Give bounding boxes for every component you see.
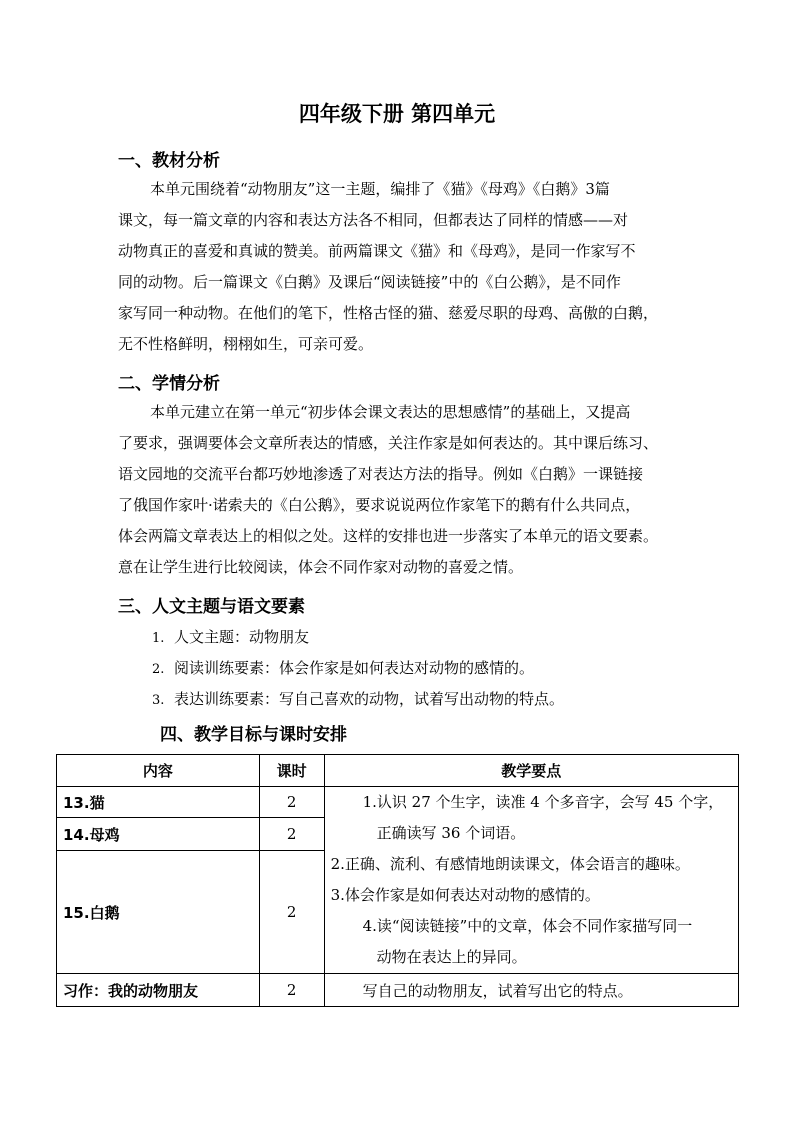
list-text: 阅读训练要素：体会作家是如何表达对动物的感情的。 — [174, 659, 535, 677]
lesson-hours: 2 — [259, 974, 324, 1007]
lesson-name: 15.白鹅 — [57, 851, 260, 974]
column-header-content: 内容 — [57, 755, 260, 787]
writing-key-point: 写自己的动物朋友，试着写出它的特点。 — [324, 974, 738, 1007]
list-number: 1. — [152, 631, 165, 646]
key-point-line: 2.正确、流利、有感情地朗读课文，体会语言的趣味。 — [330, 855, 690, 873]
paragraph-line: 语文园地的交流平台都巧妙地渗透了对表达方法的指导。例如《白鹅》一课链接 — [118, 465, 644, 483]
paragraph-line: 同的动物。后一篇课文《白鹅》及课后“阅读链接”中的《白公鹅》，是不同作 — [118, 273, 621, 291]
teaching-key-points — [324, 787, 738, 974]
paragraph-line: 无不性格鲜明，栩栩如生，可亲可爱。 — [118, 335, 374, 353]
paragraph-line: 动物真正的喜爱和真诚的赞美。前两篇课文《猫》和《母鸡》，是同一作家写不 — [118, 242, 636, 260]
table-header-row — [57, 755, 739, 787]
table-row — [57, 787, 739, 818]
lesson-name: 14.母鸡 — [57, 818, 260, 851]
list-item — [152, 626, 309, 647]
lesson-name: 习作：我的动物朋友 — [57, 974, 260, 1007]
paragraph-line: 体会两篇文章表达上的相似之处。这样的安排也进一步落实了本单元的语文要素。 — [118, 527, 659, 545]
key-point-line: 动物在表达上的异同。 — [376, 948, 527, 966]
table-row — [57, 974, 739, 1007]
section-heading-textbook-analysis: 一、教材分析 — [118, 151, 220, 171]
key-point-line: 正确读写 36 个词语。 — [376, 824, 526, 842]
list-item — [152, 688, 564, 709]
list-number: 3. — [152, 693, 165, 708]
paragraph-line: 本单元围绕着“动物朋友”这一主题，编排了《猫》《母鸡》《白鹅》3篇 — [150, 180, 610, 198]
list-text: 表达训练要素：写自己喜欢的动物，试着写出动物的特点。 — [174, 690, 565, 708]
column-header-hours: 课时 — [259, 755, 324, 787]
paragraph-line: 家写同一种动物。在他们的笔下，性格古怪的猫、慈爱尽职的母鸡、高傲的白鹅， — [118, 304, 659, 322]
page-title: 四年级下册 第四单元 — [298, 102, 496, 126]
key-point-line: 1.认识 27 个生字，读准 4 个多音字，会写 45 个字， — [362, 793, 724, 811]
paragraph-line: 了要求，强调要体会文章所表达的情感，关注作家是如何表达的。其中课后练习、 — [118, 434, 659, 452]
section-heading-learner-analysis: 二、学情分析 — [118, 374, 220, 394]
lesson-hours: 2 — [259, 818, 324, 851]
paragraph-line: 了俄国作家叶·诺索夫的《白公鹅》，要求说说两位作家笔下的鹅有什么共同点， — [118, 496, 641, 514]
lesson-hours: 2 — [259, 851, 324, 974]
lesson-name: 13.猫 — [57, 787, 260, 818]
key-point-line: 4.读“阅读链接”中的文章，体会不同作家描写同一 — [362, 917, 693, 935]
lesson-hours: 2 — [259, 787, 324, 818]
paragraph-textbook-analysis — [118, 174, 684, 360]
paragraph-learner-analysis — [118, 397, 684, 583]
section-heading-themes-elements: 三、人文主题与语文要素 — [118, 597, 305, 617]
schedule-table — [56, 754, 739, 1007]
paragraph-line: 意在让学生进行比较阅读，体会不同作家对动物的喜爱之情。 — [118, 558, 524, 576]
list-item — [152, 657, 534, 678]
list-text: 人文主题：动物朋友 — [174, 628, 310, 646]
list-number: 2. — [152, 662, 165, 677]
paragraph-line: 课文，每一篇文章的内容和表达方法各不相同，但都表达了同样的情感——对 — [118, 211, 629, 229]
key-point-line: 3.体会作家是如何表达对动物的感情的。 — [330, 886, 600, 904]
paragraph-line: 本单元建立在第一单元“初步体会课文表达的思想感情”的基础上，又提高 — [150, 403, 631, 421]
column-header-key-points: 教学要点 — [324, 755, 738, 787]
section-heading-objectives-schedule: 四、教学目标与课时安排 — [160, 725, 347, 745]
